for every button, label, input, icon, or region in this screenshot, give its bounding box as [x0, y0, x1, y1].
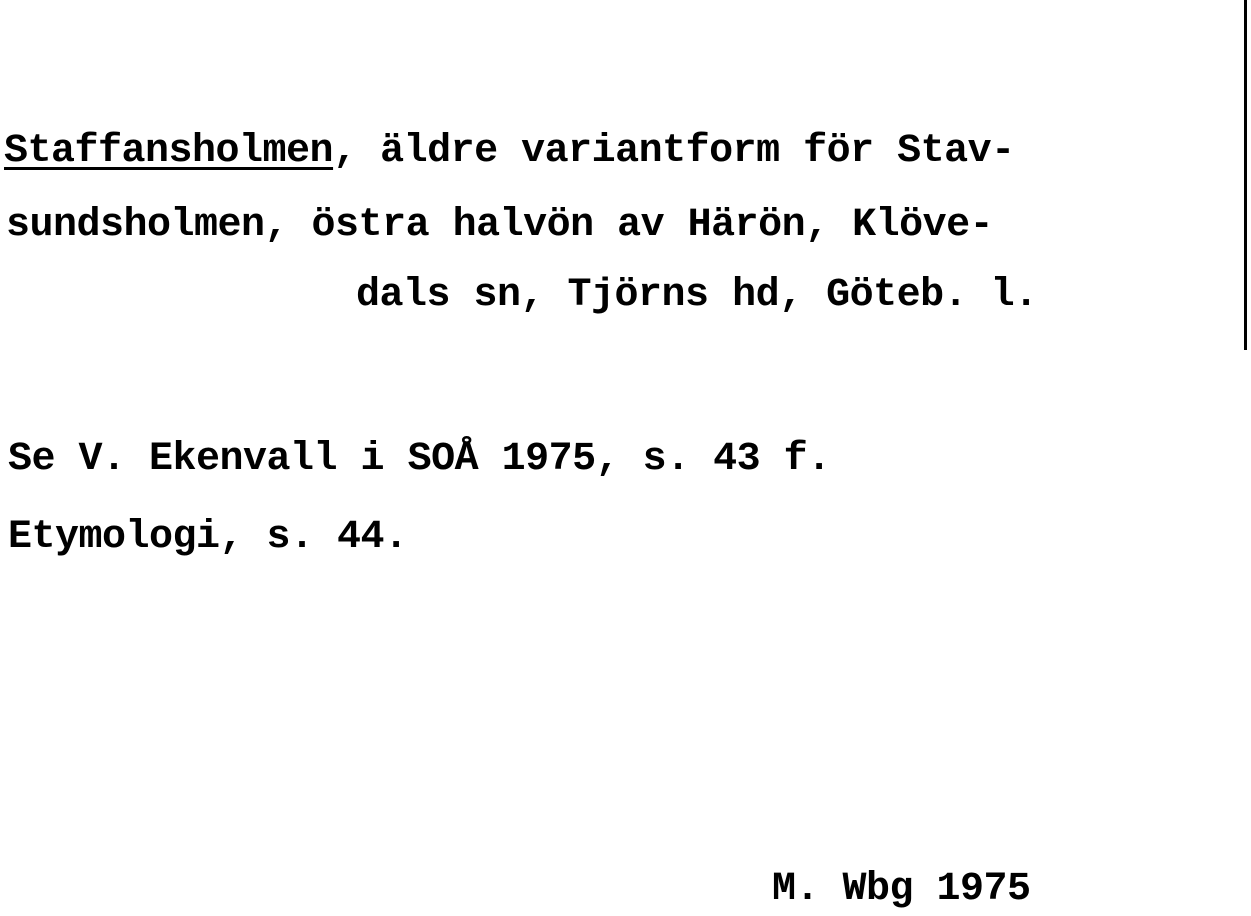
entry-line-1-rest: , äldre variantform för Stav- — [333, 129, 1015, 174]
entry-line-3: dals sn, Tjörns hd, Göteb. l. — [356, 273, 1038, 318]
reference-line-2: Etymologi, s. 44. — [8, 515, 408, 560]
signature: M. Wbg 1975 — [772, 867, 1031, 912]
entry-line-1 — [4, 129, 1015, 174]
entry-line-2: sundsholmen, östra halvön av Härön, Klöve- — [6, 203, 994, 248]
entry-headword: Staffansholmen — [4, 129, 334, 174]
card-edge-line — [1244, 0, 1247, 350]
reference-line-1: Se V. Ekenvall i SOÅ 1975, s. 43 f. — [8, 437, 831, 482]
